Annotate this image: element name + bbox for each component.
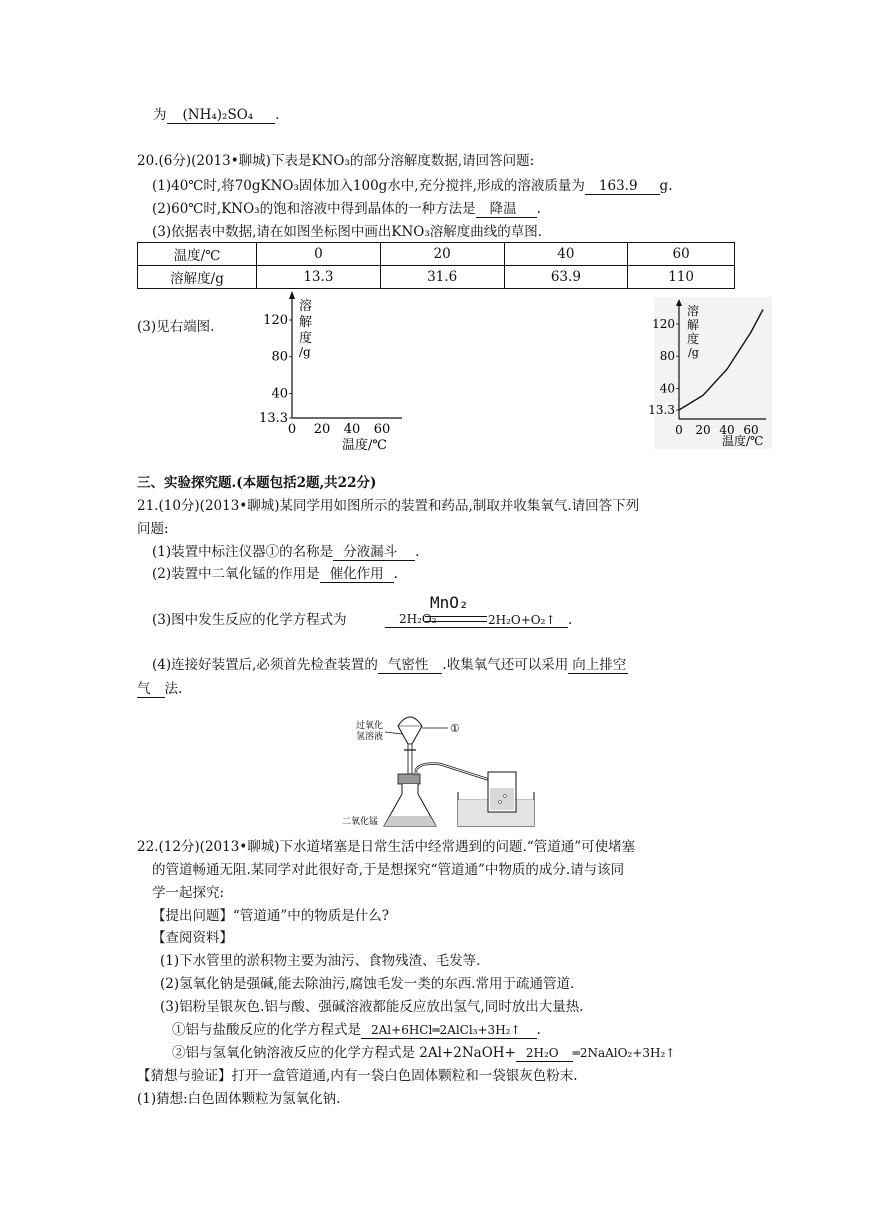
y-tick-label: 80: [271, 349, 288, 365]
q21-part1: (1)装置中标注仪器①的名称是 分液漏斗 .: [152, 544, 420, 560]
x-tick-labels: [288, 422, 390, 437]
xlabel: 温度/℃: [342, 438, 387, 453]
y-axis-arrow: [289, 291, 295, 299]
catalyst-label: MnO₂: [430, 593, 469, 612]
section3-title: 三、实验探究题.(本题包括2题,共22分): [137, 475, 377, 491]
y-tick-labels: [259, 313, 292, 426]
table-cell: 20: [380, 243, 504, 266]
ylabel-4: /g: [299, 345, 311, 359]
q21-p2-answer: 催化作用: [320, 566, 394, 583]
table-cell: 0: [257, 243, 381, 266]
table-cell: 110: [628, 266, 735, 289]
q20-part1: (1)40℃时,将70gKNO₃固体加入100g水中,充分搅拌,形成的溶液质量为 163.9 g.: [152, 178, 673, 194]
ylabel-3: 度: [299, 331, 313, 346]
q22-header1: 22.(12分)(2013•聊城)下水道堵塞是日常生活中经常遇到的问题.“管道通”可使堵塞: [137, 839, 636, 855]
q21-p1-answer: 分液漏斗: [333, 544, 415, 561]
x-tick-label: 60: [743, 423, 759, 437]
ylabel-1: 溶: [687, 304, 700, 318]
top-answer: (NH₄)₂SO₄: [167, 107, 276, 124]
table-cell: 溶解度/g: [138, 266, 257, 289]
table-cell: 63.9: [504, 266, 628, 289]
x-tick-label: 0: [675, 423, 683, 437]
q22-eq1-answer: 2Al+6HCl═2AlCl₃+3H₂↑: [361, 1022, 537, 1039]
q20-part2: (2)60℃时,KNO₃的饱和溶液中得到晶体的一种方法是 降温 .: [152, 201, 541, 217]
q22-ask: 【提出问题】“管道通”中的物质是什么?: [152, 908, 390, 924]
ylabel-4: /g: [688, 346, 699, 359]
q22-header3: 学一起探究:: [152, 885, 225, 901]
xlabel: 温度/℃: [722, 434, 764, 448]
x-tick-label: 0: [287, 422, 297, 437]
equation-reactant: 2H₂O₂: [399, 612, 437, 626]
q22-eq2-answer: 2H₂O: [516, 1045, 573, 1062]
q21-p4-answer: 气密性: [378, 657, 443, 674]
q21-p4-answer2: 向上排空: [568, 657, 628, 674]
q21-part3: (3)图中发生反应的化学方程式为: [152, 612, 347, 628]
q20-p2-answer: 降温: [476, 201, 537, 218]
answer-solubility-chart: [648, 297, 772, 449]
equation-double-line: [425, 616, 487, 622]
top-answer-line: 为 (NH₄)₂SO₄ .: [153, 107, 280, 123]
table-cell: 31.6: [380, 266, 504, 289]
ylabel-1: 溶: [299, 299, 313, 314]
y-tick-label: 13.3: [648, 403, 675, 417]
x-tick-label: 20: [313, 422, 331, 437]
oxygen-apparatus-figure: [340, 710, 535, 830]
label-1: ①: [450, 722, 460, 735]
x-tick-label: 20: [695, 423, 711, 437]
y-tick-label: 120: [263, 313, 288, 328]
q21-part4: (4)连接好装置后,必须首先检查装置的 气密性 .收集氧气还可以采用 向上排空: [152, 657, 627, 673]
x-tick-label: 40: [719, 423, 735, 437]
y-tick-label: 40: [659, 381, 675, 396]
q22-r2: (2)氢氧化钠是强碱,能去除油污,腐蚀毛发一类的东西.常用于疏通管道.: [160, 976, 575, 992]
q22-guess: 【猜想与验证】打开一盒管道通,内有一袋白色固体颗粒和一袋银灰色粉末.: [137, 1068, 578, 1084]
x-tick-label: 40: [343, 422, 361, 437]
q21-header2: 问题:: [137, 521, 169, 537]
q21-part4-cont: 气 法.: [137, 681, 183, 697]
y-tick-label: 13.3: [259, 411, 288, 426]
q22-r3: (3)铝粉呈银灰色.铝与酸、强碱溶液都能反应放出氢气,同时放出大量热.: [160, 999, 584, 1015]
empty-solubility-chart: [259, 288, 412, 458]
q22-eq2: ②铝与氢氧化钠溶液反应的化学方程式是 2Al+2NaOH+ 2H₂O ═2NaAlO₂+3H₂↑: [172, 1045, 676, 1061]
q20-p1-answer: 163.9: [585, 178, 660, 195]
table-cell: 40: [504, 243, 628, 266]
top-prefix: 为: [153, 107, 167, 123]
q22-ref: 【查阅资料】: [152, 930, 233, 946]
label-h2o2-line1: 过氧化: [356, 721, 384, 731]
table-row: [138, 266, 735, 289]
table-row: [138, 243, 735, 266]
q22-r1: (1)下水管里的淤积物主要为油污、食物残渣、毛发等.: [160, 953, 481, 969]
label-h2o2-line2: 氢溶液: [356, 732, 384, 742]
ylabel-3: 度: [687, 332, 700, 346]
ylabel-2: 解: [687, 318, 700, 332]
separatory-funnel: [398, 717, 422, 744]
q22-header2: 的管道畅通无阻.某同学对此很好奇,于是想探究“管道通”中物质的成分.请与该同: [152, 862, 625, 878]
q22-g1: (1)猜想:白色固体颗粒为氢氧化钠.: [137, 1091, 341, 1107]
ylabel-2: 解: [299, 315, 313, 330]
table-cell: 温度/℃: [138, 243, 257, 266]
solubility-table: [137, 242, 735, 289]
y-tick-label: 40: [271, 386, 288, 402]
q21-header: 21.(10分)(2013•聊城)某同学用如图所示的装置和药品,制取并收集氧气.请回答下列: [137, 498, 640, 514]
q20-part3: (3)依据表中数据,请在如图坐标图中画出KNO₃溶解度曲线的草图.: [152, 224, 543, 240]
table-cell: 13.3: [257, 266, 381, 289]
y-tick-label: 80: [659, 349, 675, 364]
equation-product: 2H₂O+O₂↑: [488, 613, 556, 627]
q21-part2: (2)装置中二氧化锰的作用是 催化作用 .: [152, 566, 398, 582]
q22-eq1: ①铝与盐酸反应的化学方程式是 2Al+6HCl═2AlCl₃+3H₂↑ .: [172, 1022, 541, 1038]
y-tick-label: 120: [652, 317, 675, 331]
x-tick-label: 60: [373, 422, 391, 437]
table-cell: 60: [628, 243, 735, 266]
label-mno2: 二氧化锰: [342, 817, 379, 827]
q20-answer-note: (3)见右端图.: [137, 319, 215, 335]
q20-header: 20.(6分)(2013•聊城)下表是KNO₃的部分溶解度数据,请回答问题:: [137, 153, 535, 169]
